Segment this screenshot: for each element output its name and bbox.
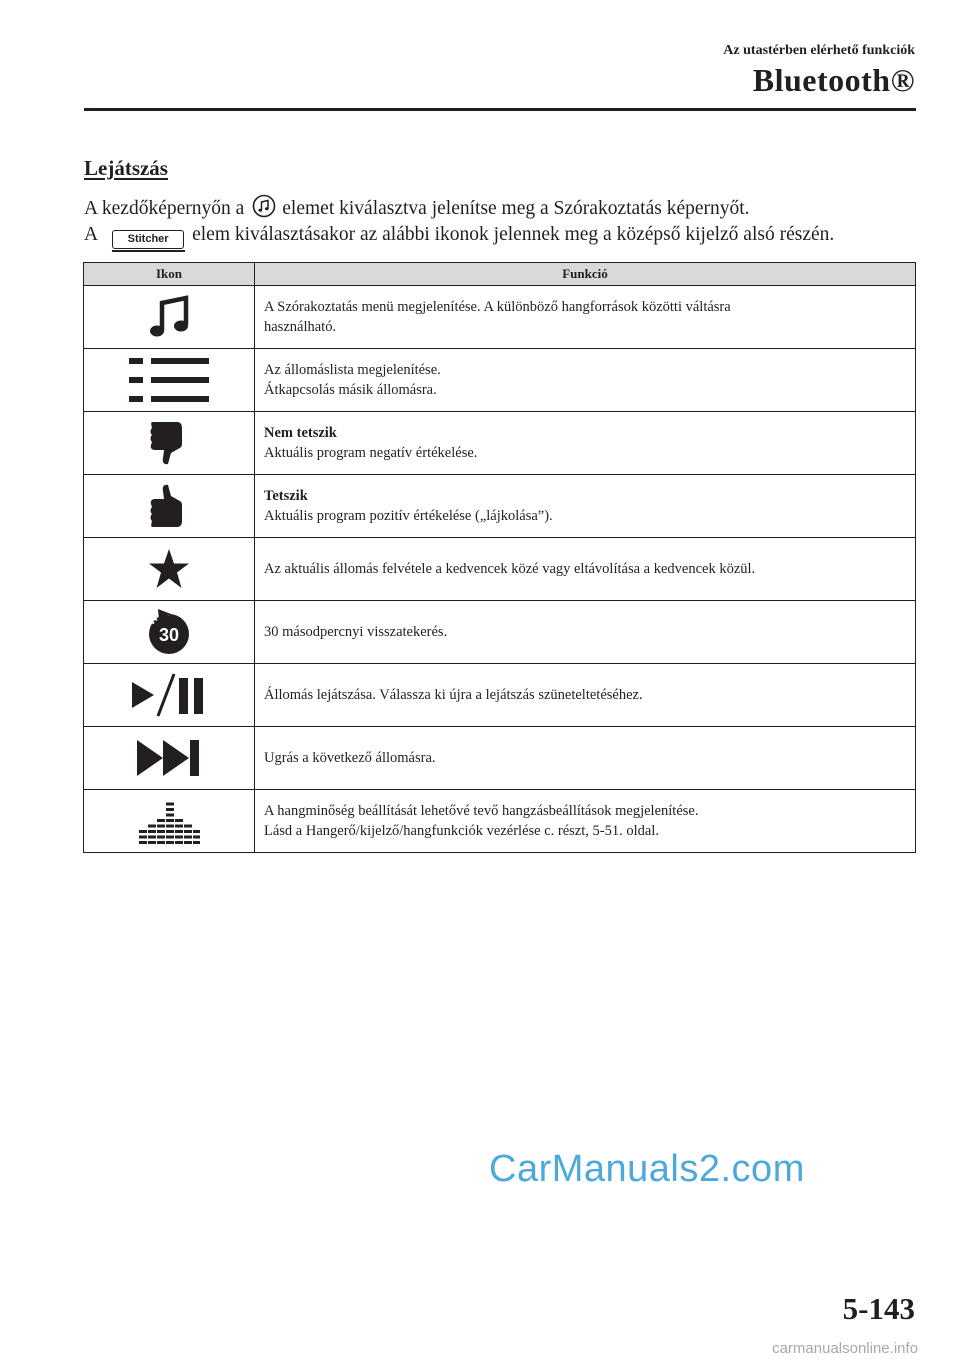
equalizer-icon — [84, 790, 255, 853]
equalizer-bar-segment — [157, 819, 165, 822]
equalizer-bar-segment — [166, 830, 174, 833]
equalizer-bar-segment — [184, 825, 192, 828]
para1-text-before: A kezdőképernyőn a — [84, 198, 245, 219]
stitcher-button: Stitcher — [112, 230, 184, 249]
music-note-inline-icon — [252, 194, 276, 224]
equalizer-bar-segment — [175, 841, 183, 844]
equalizer-bar-segment — [157, 830, 165, 833]
table-row — [84, 790, 916, 853]
rewind-30-label: 30 — [158, 625, 180, 645]
equalizer-bar-segment — [139, 836, 147, 839]
header-rule — [84, 108, 916, 111]
para2-text-before: A — [84, 224, 99, 245]
equalizer-bar-segment — [157, 825, 165, 828]
equalizer-bar-segment — [175, 830, 183, 833]
row-description: Nem tetszik Aktuális program negatív értékelése. — [255, 412, 916, 475]
function-table — [83, 262, 916, 853]
thumbs-up-icon — [84, 475, 255, 538]
play-pause-icon — [84, 664, 255, 727]
equalizer-bar-segment — [148, 841, 156, 844]
equalizer-bar-segment — [148, 836, 156, 839]
row-description: 30 másodpercnyi visszatekerés. — [255, 601, 916, 664]
equalizer-bar-segment — [148, 825, 156, 828]
section-title: Lejátszás — [84, 156, 168, 180]
page-title: Bluetooth® — [752, 62, 915, 98]
equalizer-bar-segment — [157, 836, 165, 839]
equalizer-bar-segment — [193, 836, 200, 839]
intro-paragraph-1 — [84, 194, 750, 224]
thumbs-down-icon — [84, 412, 255, 475]
intro-paragraph-2 — [84, 224, 834, 249]
equalizer-bar-segment — [148, 830, 156, 833]
row-description: A hangminőség beállítását lehetővé tevő hangzásbeállítások megjelenítése. Lásd a Hangerő/kijelző/hangfunkciók vezérlése c. részt, 5-51. oldal. — [255, 790, 916, 853]
equalizer-bar-segment — [166, 825, 174, 828]
rewind-30-icon — [84, 601, 255, 664]
table-row — [84, 286, 916, 349]
equalizer-bar-segment — [157, 841, 165, 844]
equalizer-bar-segment — [166, 814, 174, 817]
column-header-function: Funkció — [255, 263, 916, 286]
music-note-icon — [84, 286, 255, 349]
table-row — [84, 538, 916, 601]
equalizer-bar-segment — [184, 841, 192, 844]
row-description: Az állomáslista megjelenítése. Átkapcsolás másik állomásra. — [255, 349, 916, 412]
equalizer-bar-segment — [166, 803, 174, 806]
watermark-logo: CarManuals2.com — [489, 1148, 805, 1190]
equalizer-bar-segment — [184, 836, 192, 839]
footer-watermark: carmanualsonline.info — [772, 1340, 918, 1357]
equalizer-bar-segment — [175, 836, 183, 839]
page-number: 5-143 — [842, 1291, 915, 1326]
row-description: Az aktuális állomás felvétele a kedvencek közé vagy eltávolítása a kedvencek közül. — [255, 538, 916, 601]
equalizer-bar-segment — [166, 819, 174, 822]
para2-text-after: elem kiválasztásakor az alábbi ikonok jelennek meg a középső kijelző alsó részén. — [192, 224, 835, 245]
equalizer-bar-segment — [166, 841, 174, 844]
header-subtitle: Az utastérben elérhető funkciók — [723, 43, 915, 58]
equalizer-bar-segment — [175, 825, 183, 828]
column-header-icon: Ikon — [84, 263, 255, 286]
table-row — [84, 349, 916, 412]
skip-next-icon — [84, 727, 255, 790]
equalizer-bar-segment — [193, 841, 200, 844]
equalizer-bar-segment — [175, 819, 183, 822]
para1-text-after: elemet kiválasztva jelenítse meg a Szórakoztatás képernyőt. — [282, 198, 750, 219]
table-row — [84, 727, 916, 790]
equalizer-bar-segment — [139, 841, 147, 844]
table-row — [84, 475, 916, 538]
equalizer-bar-segment — [166, 808, 174, 811]
row-description: Állomás lejátszása. Válassza ki újra a lejátszás szüneteltetéséhez. — [255, 664, 916, 727]
station-list-icon — [84, 349, 255, 412]
equalizer-bar-segment — [166, 836, 174, 839]
star-icon — [84, 538, 255, 601]
equalizer-bar-segment — [139, 830, 147, 833]
table-row — [84, 601, 916, 664]
equalizer-bar-segment — [184, 830, 192, 833]
row-description: Ugrás a következő állomásra. — [255, 727, 916, 790]
row-description: A Szórakoztatás menü megjelenítése. A különböző hangforrások közötti váltásra használható. — [255, 286, 916, 349]
equalizer-bar-segment — [193, 830, 200, 833]
table-row — [84, 412, 916, 475]
row-description: Tetszik Aktuális program pozitív értékelése („lájkolása”). — [255, 475, 916, 538]
table-row — [84, 664, 916, 727]
